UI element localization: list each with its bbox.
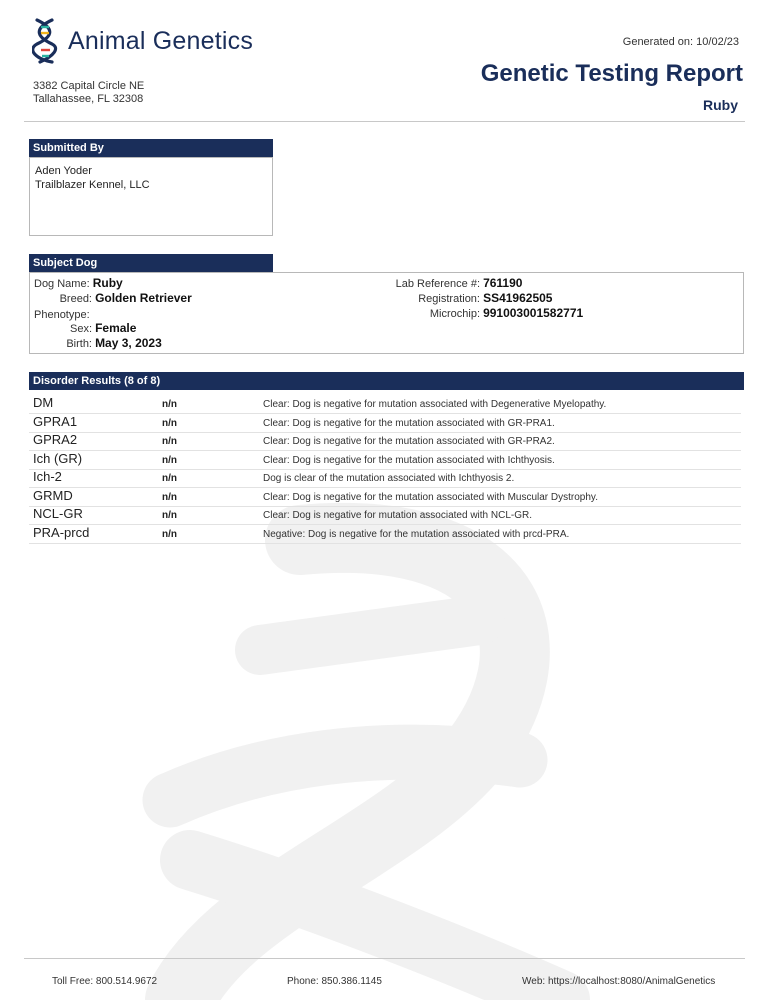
- table-row: [29, 451, 741, 470]
- disorder-results-heading: Disorder Results (8 of 8): [29, 372, 744, 390]
- brand-name: Animal Genetics: [68, 26, 254, 55]
- genotype-value: n/n: [162, 473, 177, 484]
- submitter-organization: Trailblazer Kennel, LLC: [35, 179, 150, 191]
- header-divider: [24, 121, 745, 122]
- genotype-value: n/n: [162, 436, 177, 447]
- breed-value: Golden Retriever: [95, 291, 192, 305]
- submitter-name: Aden Yoder: [35, 165, 92, 177]
- table-row: [29, 432, 741, 451]
- disorder-name: Ich (GR): [33, 451, 83, 466]
- footer-divider: [24, 958, 745, 959]
- report-subject-name: Ruby: [703, 97, 738, 113]
- sex-value: Female: [95, 321, 137, 335]
- disorder-name: Ich-2: [33, 469, 62, 484]
- phenotype-field: [34, 307, 90, 321]
- result-description: Negative: Dog is negative for the mutation associated with prcd-PRA.: [263, 529, 570, 540]
- result-description: Clear: Dog is negative for mutation associated with Degenerative Myelopathy.: [263, 399, 607, 410]
- breed-label: Breed:: [59, 293, 92, 305]
- subject-dog-heading: Subject Dog: [29, 254, 273, 272]
- genotype-value: n/n: [162, 399, 177, 410]
- genotype-value: n/n: [162, 492, 177, 503]
- lab-reference-value: 761190: [483, 276, 523, 290]
- dog-name-label: Dog Name:: [34, 278, 90, 290]
- genotype-value: n/n: [162, 418, 177, 429]
- table-row: [29, 469, 741, 488]
- lab-reference-field: [330, 276, 522, 290]
- address-line1: 3382 Capital Circle NE: [33, 80, 145, 92]
- microchip-value: 991003001582771: [483, 306, 584, 320]
- lab-reference-label: Lab Reference #:: [395, 278, 480, 290]
- generated-label: Generated on:: [622, 36, 694, 48]
- footer-phone: Phone: 850.386.1145: [287, 976, 382, 987]
- disorder-name: GRMD: [33, 488, 73, 503]
- lab-address: [33, 80, 144, 106]
- sex-field: [34, 321, 136, 335]
- report-title: Genetic Testing Report: [480, 60, 743, 87]
- microchip-field: [330, 306, 583, 320]
- result-description: Clear: Dog is negative for the mutation associated with Ichthyosis.: [263, 455, 555, 466]
- registration-label: Registration:: [418, 293, 480, 305]
- disorder-name: PRA-prcd: [33, 525, 90, 540]
- footer-toll-free: Toll Free: 800.514.9672: [52, 976, 158, 987]
- birth-field: [34, 336, 162, 350]
- table-row: [29, 488, 741, 507]
- breed-field: [34, 291, 192, 305]
- disorder-name: GPRA1: [33, 414, 78, 429]
- result-description: Clear: Dog is negative for the mutation associated with Muscular Dystrophy.: [263, 492, 598, 503]
- birth-label: Birth:: [66, 338, 92, 350]
- submitted-by-heading: Submitted By: [29, 139, 273, 157]
- generated-value: 10/02/23: [696, 36, 739, 48]
- registration-field: [330, 291, 552, 305]
- genotype-value: n/n: [162, 510, 177, 521]
- brand-logo: [32, 16, 253, 66]
- result-description: Clear: Dog is negative for the mutation associated with GR-PRA1.: [263, 418, 555, 429]
- dog-name-value: Ruby: [92, 276, 123, 290]
- dna-helix-icon: [32, 16, 58, 66]
- registration-value: SS41962505: [483, 291, 553, 305]
- result-description: Dog is clear of the mutation associated with Ichthyosis 2.: [263, 473, 515, 484]
- phenotype-label: Phenotype:: [34, 309, 90, 321]
- table-row: [29, 414, 741, 433]
- genotype-value: n/n: [162, 455, 177, 466]
- result-description: Clear: Dog is negative for mutation associated with NCL-GR.: [263, 510, 533, 521]
- genotype-value: n/n: [162, 529, 177, 540]
- table-row: [29, 395, 741, 414]
- result-description: Clear: Dog is negative for the mutation associated with GR-PRA2.: [263, 436, 555, 447]
- subject-dog-box: [29, 272, 744, 354]
- generated-date: [623, 36, 739, 48]
- sex-label: Sex:: [69, 323, 92, 335]
- disorder-name: DM: [33, 395, 54, 410]
- dog-name-field: [34, 276, 123, 290]
- table-row: [29, 525, 741, 544]
- address-line2: Tallahassee, FL 32308: [33, 93, 144, 105]
- table-row: [29, 506, 741, 525]
- disorder-name: NCL-GR: [33, 506, 83, 521]
- birth-value: May 3, 2023: [95, 336, 162, 350]
- disorder-name: GPRA2: [33, 432, 78, 447]
- submitted-by-box: [29, 157, 273, 236]
- microchip-label: Microchip:: [429, 308, 480, 320]
- footer-web: Web: https://localhost:8080/AnimalGenetics: [522, 976, 716, 987]
